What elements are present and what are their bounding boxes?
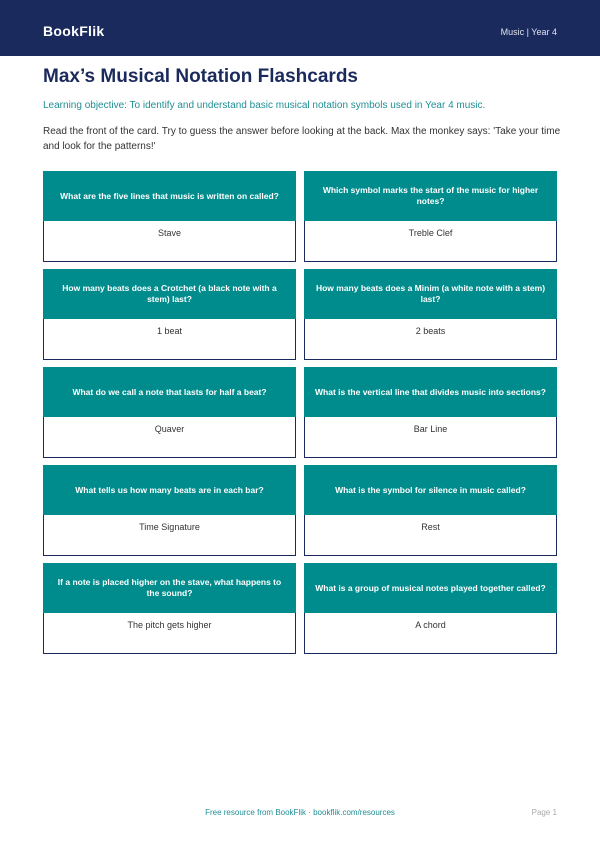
flashcard-question: If a note is placed higher on the stave, what happens to the sound?: [43, 563, 296, 613]
page-title: Max’s Musical Notation Flashcards: [43, 66, 358, 87]
subject-year-label: Music | Year 4: [500, 27, 557, 37]
flashcard-answer: 2 beats: [304, 319, 557, 360]
flashcard[interactable]: [304, 465, 557, 556]
flashcard-answer: Time Signature: [43, 515, 296, 556]
flashcard[interactable]: [43, 269, 296, 360]
flashcard-answer: A chord: [304, 613, 557, 654]
flashcard[interactable]: [304, 367, 557, 458]
flashcard[interactable]: [43, 563, 296, 654]
flashcard-question: Which symbol marks the start of the music for higher notes?: [304, 171, 557, 221]
flashcard-answer: 1 beat: [43, 319, 296, 360]
flashcard-answer: Treble Clef: [304, 221, 557, 262]
flashcard[interactable]: [43, 367, 296, 458]
flashcard-question: What is the symbol for silence in music called?: [304, 465, 557, 515]
flashcard-answer: Rest: [304, 515, 557, 556]
intro-instructions: Read the front of the card. Try to guess the answer before looking at the back. Max the monkey says: 'Take your time and look for the patterns!': [43, 126, 561, 152]
flashcard-question: What is the vertical line that divides music into sections?: [304, 367, 557, 417]
flashcard-question: What do we call a note that lasts for half a beat?: [43, 367, 296, 417]
flashcard[interactable]: [304, 269, 557, 360]
flashcard-question: How many beats does a Crotchet (a black note with a stem) last?: [43, 269, 296, 319]
flashcard-question: How many beats does a Minim (a white note with a stem) last?: [304, 269, 557, 319]
top-header-bar: [0, 0, 600, 56]
flashcard[interactable]: [43, 465, 296, 556]
flashcard-question: What tells us how many beats are in each bar?: [43, 465, 296, 515]
flashcard[interactable]: [304, 563, 557, 654]
flashcard-answer: Quaver: [43, 417, 296, 458]
brand-logo-text[interactable]: BookFlik: [43, 23, 105, 39]
flashcard-grid: [43, 171, 557, 654]
learning-objective: Learning objective: To identify and understand basic musical notation symbols used in Year 4 music.: [43, 100, 486, 111]
flashcard-question: What is a group of musical notes played together called?: [304, 563, 557, 613]
flashcard-answer: Bar Line: [304, 417, 557, 458]
flashcard-answer: The pitch gets higher: [43, 613, 296, 654]
flashcard-answer: Stave: [43, 221, 296, 262]
flashcard-question: What are the five lines that music is written on called?: [43, 171, 296, 221]
footer-resource-link[interactable]: Free resource from BookFlik · bookflik.com/resources: [205, 808, 395, 817]
page-number: Page 1: [531, 808, 557, 817]
flashcard[interactable]: [304, 171, 557, 262]
flashcard[interactable]: [43, 171, 296, 262]
